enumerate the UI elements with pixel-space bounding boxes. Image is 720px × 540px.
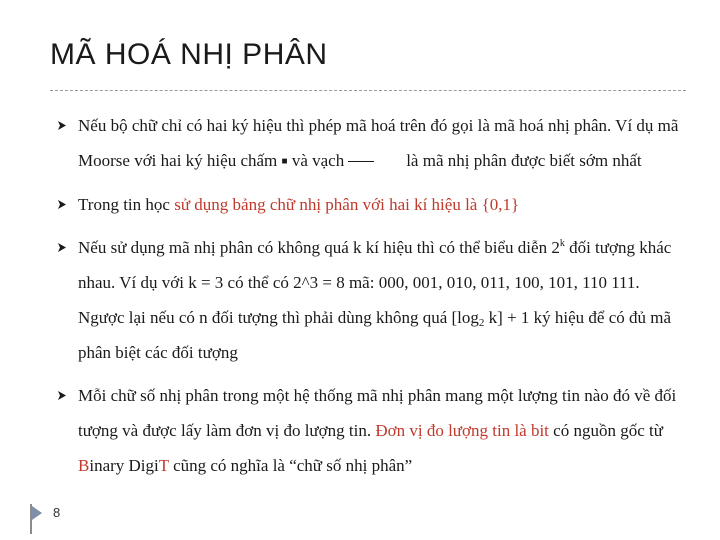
bullet-item-3 bbox=[56, 230, 688, 370]
item-3-text-c: k] + 1 ký hiệu để có đủ mã phân biệt các đối tượng bbox=[78, 308, 672, 362]
item-1-text-c: là mã nhị phân được biết sớm nhất bbox=[406, 151, 642, 170]
item-1-text-b: và vạch bbox=[291, 151, 345, 170]
highlight-letter-t: T bbox=[158, 456, 169, 475]
page-number: 8 bbox=[53, 505, 61, 520]
arrow-bullet-icon bbox=[58, 121, 66, 130]
page-arrow-icon bbox=[32, 506, 42, 520]
log-base: 2 bbox=[478, 317, 485, 329]
item-4-text-a: Mỗi chữ số nhị phân trong một hệ thống mã nhị phân mang một lượng tin nào đó về đối tượng và được lấy làm đơn vị đo lượng tin. bbox=[78, 386, 677, 440]
item-4-text-d: cũng có nghĩa là “chữ số nhị phân” bbox=[168, 456, 413, 475]
item-1-text-a: Nếu bộ chữ chỉ có hai ký hiệu thì phép mã hoá trên đó gọi là mã hoá nhị phân. Ví dụ mã Moorse với hai ký hiệu chấm bbox=[78, 116, 679, 170]
arrow-bullet-icon bbox=[58, 200, 66, 209]
morse-dash-symbol bbox=[348, 161, 374, 162]
title-divider bbox=[50, 90, 686, 91]
morse-dot-symbol: ■ bbox=[281, 156, 288, 167]
highlight-letter-b: B bbox=[78, 456, 90, 475]
exponent-k: k bbox=[559, 238, 565, 249]
slide-title: MÃ HOÁ NHỊ PHÂN bbox=[50, 38, 328, 71]
bit-definition-highlight: Đơn vị đo lượng tin là bit bbox=[375, 421, 549, 440]
slide-content bbox=[56, 108, 688, 491]
bullet-item-1 bbox=[56, 108, 688, 179]
item-3-text-a: Nếu sử dụng mã nhị phân có không quá k kí hiệu thì có thể biểu diễn 2 bbox=[78, 238, 560, 257]
bullet-item-4 bbox=[56, 378, 688, 483]
item-2-highlight: sử dụng bảng chữ nhị phân với hai kí hiệu là {0,1} bbox=[174, 195, 520, 214]
item-2-text-a: Trong tin học bbox=[78, 195, 175, 214]
arrow-bullet-icon bbox=[58, 391, 66, 400]
bullet-item-2 bbox=[56, 187, 688, 222]
item-3-text-b: đối tượng khác nhau. Ví dụ với k = 3 có thể có 2^3 = 8 mã: 000, 001, 010, 011, 100, 101, 110 111. Ngược lại nếu có n đối tượng thì phải dùng không quá [log bbox=[78, 238, 672, 327]
item-4-text-c: inary Digi bbox=[89, 456, 159, 475]
arrow-bullet-icon bbox=[58, 243, 66, 252]
item-4-text-b: có nguồn gốc từ bbox=[548, 421, 663, 440]
